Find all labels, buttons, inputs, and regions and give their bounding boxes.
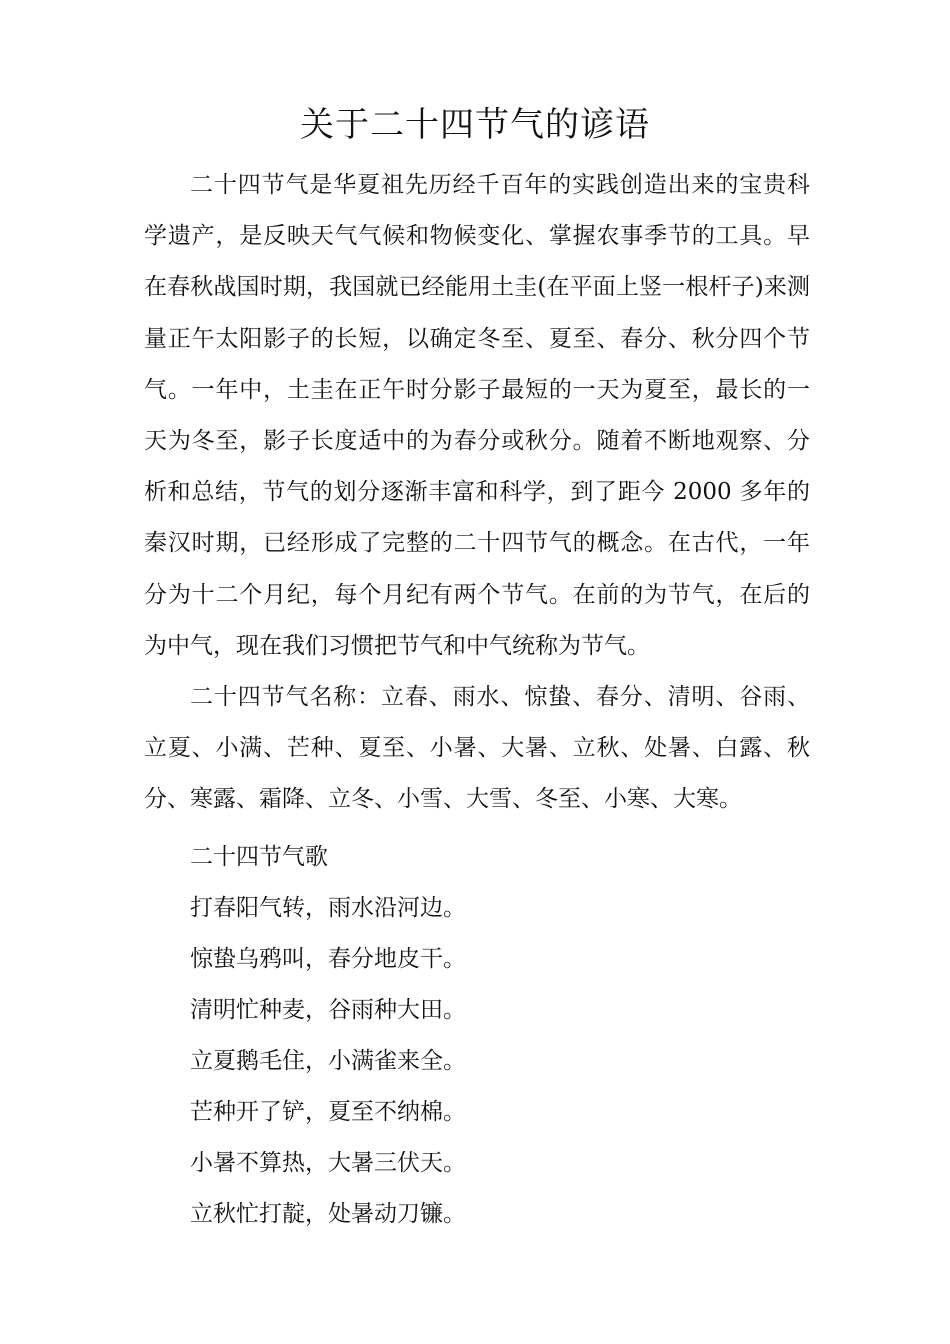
document-body <box>144 160 810 1240</box>
song-line: 立夏鹅毛住，小满雀来全。 <box>190 1047 466 1074</box>
song-line: 小暑不算热，大暑三伏天。 <box>190 1149 466 1176</box>
intro-paragraph: 二十四节气是华夏祖先历经千百年的实践创造出来的宝贵科学遗产，是反映天气气候和物候变化、掌握农事季节的工具。早在春秋战国时期，我国就已经能用土圭(在平面上竖一根杆子)来测量正午太阳影子的长短，以确定冬至、夏至、春分、秋分四个节气。一年中，土圭在正午时分影子最短的一天为夏至，最长的一天为冬至，影子长度适中的为春分或秋分。随着不断地观察、分析和总结，节气的划分逐渐丰富和科学，到了距今 2000 多年的秦汉时期，已经形成了完整的二十四节气的概念。在古代，一年分为十二个月纪，每个月纪有两个节气。在前的为节气，在后的为中气，现在我们习惯把节气和中气统称为节气。 <box>144 172 810 659</box>
song-line: 芒种开了铲，夏至不纳棉。 <box>190 1098 466 1125</box>
song-line: 清明忙种麦，谷雨种大田。 <box>190 996 466 1023</box>
song-line: 打春阳气转，雨水沿河边。 <box>190 894 466 921</box>
solar-terms-list-paragraph: 二十四节气名称：立春、雨水、惊蛰、春分、清明、谷雨、立夏、小满、芒种、夏至、小暑、大暑、立秋、处暑、白露、秋分、寒露、霜降、立冬、小雪、大雪、冬至、小寒、大寒。 <box>144 684 810 813</box>
document-title: 关于二十四节气的谚语 <box>300 105 650 145</box>
song-line: 立秋忙打靛，处暑动刀镰。 <box>190 1200 466 1227</box>
song-title: 二十四节气歌 <box>190 843 328 870</box>
song-line: 惊蛰乌鸦叫，春分地皮干。 <box>190 945 466 972</box>
